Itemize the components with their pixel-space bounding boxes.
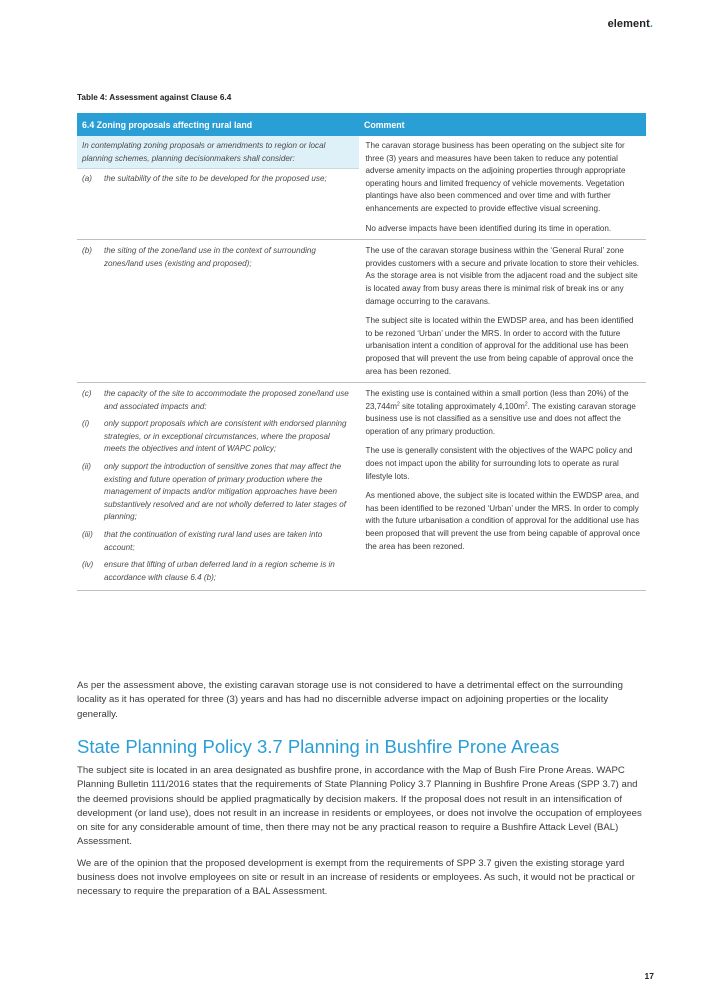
subclause-number: (iv) (82, 560, 94, 570)
section-heading: State Planning Policy 3.7 Planning in Bushfire Prone Areas (77, 736, 560, 757)
clause-text: the siting of the zone/land use in the context of surrounding zones/land uses (existing and proposed); (104, 246, 316, 268)
col1-header: 6.4 Zoning proposals affecting rural land (77, 113, 359, 136)
comment-para: The use is generally consistent with the objectives of the WAPC policy and does not impact upon the ability for surrounding lots to operate as rural lifestyle lots. (365, 446, 633, 481)
table-row-b (77, 240, 646, 383)
section-para: We are of the opinion that the proposed development is exempt from the requirements of SPP 3.7 given the existing storage yard business does not involve employees on site or result in an increase of residents or employees. As such, it would not be practical or necessary to require the preparation of a BAL Assessment. (77, 857, 635, 898)
table-caption: Table 4: Assessment against Clause 6.4 (77, 93, 232, 102)
table-row-a (77, 136, 646, 240)
clause-number: (a) (82, 174, 92, 184)
section-body (77, 764, 649, 900)
section-para: The subject site is located in an area designated as bushfire prone, in accordance with the Map of Bush Fire Prone Areas. WAPC Planning Bulletin 111/2016 states that the requirements of State Planning Policy 3.7 Planning in Bushfire Prone Areas (SPP 3.7) and the deemed provisions should be applied pragmatically by decision makers. If the proposal does not result in an intensification of development (or land use), does not result in an increase in residents or employees, or does not involve the occupation of employees on site for any considerable amount of time, then there may not be any practical reason to require a Bushfire Attack Level (BAL) Assessment. (77, 765, 642, 848)
clause-text: the suitability of the site to be developed for the proposed use; (104, 174, 327, 184)
clause-text: the capacity of the site to accommodate the proposed zone/land use and associated impacts and: (104, 389, 349, 411)
subclause-text: ensure that lifting of urban deferred land in a region scheme is in accordance with clause 6.4 (b); (104, 560, 335, 582)
page-number: 17 (644, 971, 654, 981)
subclause-text: only support proposals which are consistent with endorsed planning strategies, or in exceptional circumstances, where the proposal meets the objectives and intent of WAPC policy; (104, 419, 347, 454)
clause-intro: In contemplating zoning proposals or amendments to region or local planning schemes, planning decisionmakers shall consider: (77, 136, 359, 169)
comment-para: No adverse impacts have been identified during its time in operation. (365, 223, 612, 233)
assessment-table (77, 113, 646, 591)
comment-para: The subject site is located within the EWDSP area, and has been identified to be rezoned ‘Urban’ under the MRS. In order to accord with the future urbanisation intent a condition of approval for the additional use has been proposed that will prevent the use from being capable of approval once the area has been rezoned. (365, 316, 634, 376)
col2-header: Comment (359, 113, 646, 136)
comment-para: The existing use is contained within a small portion (less than 20%) of the $23,744m^2$ site totaling approximately $4,100m^2$. The existing caravan storage business use is not classified as a sensitive use and does not affect the operation of any primary production. (365, 389, 636, 436)
comment-para: The caravan storage business has been operating on the subject site for three (3) years and measures have been taken to reduce any potential adverse amenity impacts on the adjoining properties through appropriate operating hours and limited frequency of vehicle movements. Vegetation plantings have also been commenced and over time and with further enhancements are expected to provide effective visual screening. (365, 141, 626, 213)
table-row-c (77, 383, 646, 591)
clause-number: (c) (82, 389, 92, 399)
comment-para: As mentioned above, the subject site is located within the EWDSP area, and has been identified to be rezoned ‘Urban’ under the MRS. In order to comply with the future urbanisation a condition of approval for the additional use has been proposed that will prevent the use from being capable of approval once the area has been rezoned. (365, 491, 640, 551)
subclause-number: (i) (82, 419, 90, 429)
clause-number: (b) (82, 246, 92, 256)
subclause-number: (ii) (82, 462, 91, 472)
element-logo: element. (607, 18, 653, 30)
subclause-number: (iii) (82, 530, 93, 540)
after-table-paragraph: As per the assessment above, the existing caravan storage use is not considered to have a detrimental effect on the surrounding locality as it has operated for three (3) years and has had no discernible adverse impact on adjoining properties or the locality generally. (77, 680, 623, 720)
comment-para: The use of the caravan storage business within the ‘General Rural’ zone provides customers with a secure and private location to store their vehicles. As the storage area is not visible from the adjacent road and the subject site is located away from busy areas there is minimal risk of break ins or any damage occurring to the caravans. (365, 246, 640, 306)
subclause-text: that the continuation of existing rural land uses are taken into account; (104, 530, 323, 552)
subclause-text: only support the introduction of sensitive zones that may affect the existing and future operation of primary production where the management of impacts and/or mitigation approaches have been substantively resolved and are not wholly deferred to later stages of planning; (104, 462, 347, 522)
